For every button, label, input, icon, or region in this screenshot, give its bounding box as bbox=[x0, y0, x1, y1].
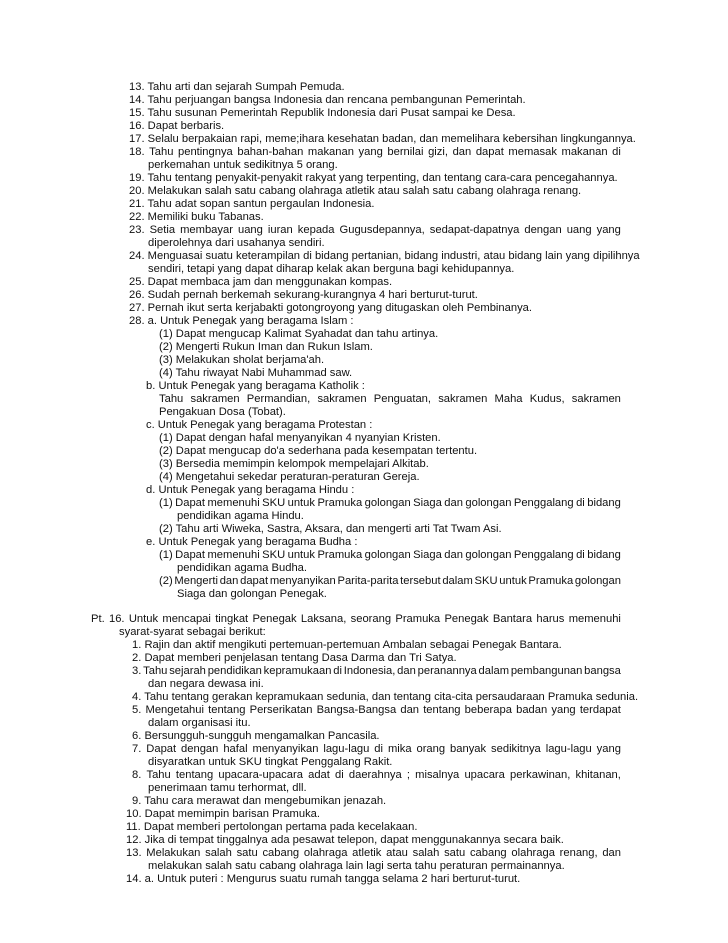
text-line: 3. Tahu sejarah pendidikan kepramukaan di Indonesia, dan peranannya dalam pembangunan bangsa bbox=[132, 665, 621, 677]
text-line: dan negara dewasa ini. bbox=[148, 678, 264, 690]
text-line: (1) Dapat dengan hafal menyanyikan 4 nyanyian Kristen. bbox=[159, 432, 441, 444]
text-line: 9. Tahu cara merawat dan mengebumikan jenazah. bbox=[132, 795, 387, 807]
text-line: (2) Mengerti Rukun Iman dan Rukun Islam. bbox=[159, 341, 373, 353]
text-line: diperolehnya dari usahanya sendiri. bbox=[148, 237, 325, 249]
text-line: (2) Mengerti dan dapat menyanyikan Parita-parita tersebut dalam SKU untuk Pramuka golongan bbox=[159, 575, 621, 587]
text-line: 10. Dapat memimpin barisan Pramuka. bbox=[126, 808, 321, 820]
text-line: dalam organisasi itu. bbox=[148, 717, 251, 729]
text-line: 20. Melakukan salah satu cabang olahraga atletik atau salah satu cabang olahraga renang. bbox=[129, 185, 582, 197]
text-line: 4. Tahu tentang gerakan kepramukaan sedunia, dan tentang cita-cita persaudaraan Pramuka sedunia. bbox=[132, 691, 639, 703]
text-line: b. Untuk Penegak yang beragama Katholik : bbox=[146, 380, 365, 392]
text-line: d. Untuk Penegak yang beragama Hindu : bbox=[146, 484, 355, 496]
text-line: 19. Tahu tentang penyakit-penyakit rakyat yang terpenting, dan tentang cara-cara pencegahannya. bbox=[129, 172, 618, 184]
text-line: 12. Jika di tempat tinggalnya ada pesawat telepon, dapat menggunakannya secara baik. bbox=[126, 834, 564, 846]
text-line: 16. Dapat berbaris. bbox=[129, 120, 225, 132]
text-line: 24. Menguasai suatu keterampilan di bidang pertanian, bidang industri, atau bidang lain yang dipilihnya bbox=[129, 250, 640, 262]
text-line: melakukan salah satu cabang olahraga lain lagi serta tahu peraturan permainannya. bbox=[148, 860, 565, 872]
text-line: c. Untuk Penegak yang beragama Protestan : bbox=[146, 419, 373, 431]
text-line: 6. Bersungguh-sungguh mengamalkan Pancasila. bbox=[132, 730, 380, 742]
text-line: Pt. 16. Untuk mencapai tingkat Penegak Laksana, seorang Pramuka Penegak Bantara harus memenuhi bbox=[91, 613, 621, 625]
text-line: 28. a. Untuk Penegak yang beragama Islam : bbox=[129, 315, 354, 327]
text-line: penerimaan tamu terhormat, dll. bbox=[148, 782, 307, 794]
text-line: 18. Tahu pentingnya bahan-bahan makanan yang bernilai gizi, dan dapat memasak makanan di bbox=[129, 146, 621, 158]
text-line: 14. Tahu perjuangan bangsa Indonesia dan rencana pembangunan Pemerintah. bbox=[129, 94, 526, 106]
text-line: (2) Dapat mengucap do'a sederhana pada kesempatan tertentu. bbox=[159, 445, 478, 457]
text-line: 13. Tahu arti dan sejarah Sumpah Pemuda. bbox=[129, 81, 345, 93]
text-line: 11. Dapat memberi pertolongan pertama pada kecelakaan. bbox=[126, 821, 418, 833]
text-line: perkemahan untuk sedikitnya 5 orang. bbox=[148, 159, 338, 171]
text-line: (1) Dapat memenuhi SKU untuk Pramuka golongan Siaga dan golongan Penggalang di bidang bbox=[159, 549, 621, 561]
text-line: (4) Mengetahui sekedar peraturan-peraturan Gereja. bbox=[159, 471, 420, 483]
text-line: 26. Sudah pernah berkemah sekurang-kurangnya 4 hari berturut-turut. bbox=[129, 289, 478, 301]
text-line: 22. Memiliki buku Tabanas. bbox=[129, 211, 264, 223]
text-line: pendidikan agama Budha. bbox=[177, 562, 308, 574]
text-line: (2) Tahu arti Wiweka, Sastra, Aksara, dan mengerti arti Tat Twam Asi. bbox=[159, 523, 502, 535]
text-line: (3) Melakukan sholat berjama'ah. bbox=[159, 354, 325, 366]
text-line: 1. Rajin dan aktif mengikuti pertemuan-pertemuan Ambalan sebagai Penegak Bantara. bbox=[132, 639, 562, 651]
text-line: (1) Dapat memenuhi SKU untuk Pramuka golongan Siaga dan golongan Penggalang di bidang bbox=[159, 497, 621, 509]
text-line: e. Untuk Penegak yang beragama Budha : bbox=[146, 536, 358, 548]
text-line: 17. Selalu berpakaian rapi, meme;ihara kesehatan badan, dan memelihara kebersihan lingkungannya. bbox=[129, 133, 636, 145]
text-line: sendiri, tetapi yang dapat diharap kelak akan berguna bagi kehidupannya. bbox=[148, 263, 515, 275]
text-line: 23. Setia membayar uang iuran kepada Gugusdepannya, sedapat-dapatnya dengan uang yang bbox=[129, 224, 621, 236]
text-line: 21. Tahu adat sopan santun pergaulan Indonesia. bbox=[129, 198, 375, 210]
text-line: 2. Dapat memberi penjelasan tentang Dasa Darma dan Tri Satya. bbox=[132, 652, 457, 664]
text-line: 13. Melakukan salah satu cabang olahraga atletik atau salah satu cabang olahraga renang, dan bbox=[126, 847, 621, 859]
text-line: 15. Tahu susunan Pemerintah Republik Indonesia dari Pusat sampai ke Desa. bbox=[129, 107, 516, 119]
text-line: 5. Mengetahui tentang Perserikatan Bangsa-Bangsa dan tentang beberapa badan yang terdapat bbox=[132, 704, 621, 716]
text-line: pendidikan agama Hindu. bbox=[177, 510, 304, 522]
text-line: (3) Bersedia memimpin kelompok mempelajari Alkitab. bbox=[159, 458, 429, 470]
text-line: Pengakuan Dosa (Tobat). bbox=[159, 406, 286, 418]
text-line: Tahu sakramen Permandian, sakramen Penguatan, sakramen Maha Kudus, sakramen bbox=[159, 393, 621, 405]
text-line: 25. Dapat membaca jam dan menggunakan kompas. bbox=[129, 276, 393, 288]
text-line: Siaga dan golongan Penegak. bbox=[177, 588, 327, 600]
text-line: (1) Dapat mengucap Kalimat Syahadat dan tahu artinya. bbox=[159, 328, 439, 340]
text-line: disyaratkan untuk SKU tingkat Penggalang Rakit. bbox=[148, 756, 393, 768]
text-line: 8. Tahu tentang upacara-upacara adat di daerahnya ; misalnya upacara perkawinan, khitanan, bbox=[132, 769, 621, 781]
text-line: 14. a. Untuk puteri : Mengurus suatu rumah tangga selama 2 hari berturut-turut. bbox=[126, 873, 521, 885]
text-line: 7. Dapat dengan hafal menyanyikan lagu-lagu di mika orang banyak sedikitnya lagu-lagu yang bbox=[132, 743, 621, 755]
text-line: (4) Tahu riwayat Nabi Muhammad saw. bbox=[159, 367, 353, 379]
text-line: syarat-syarat sebagai berikut: bbox=[119, 626, 266, 638]
text-line: 27. Pernah ikut serta kerjabakti gotongroyong yang ditugaskan oleh Pembinanya. bbox=[129, 302, 533, 314]
